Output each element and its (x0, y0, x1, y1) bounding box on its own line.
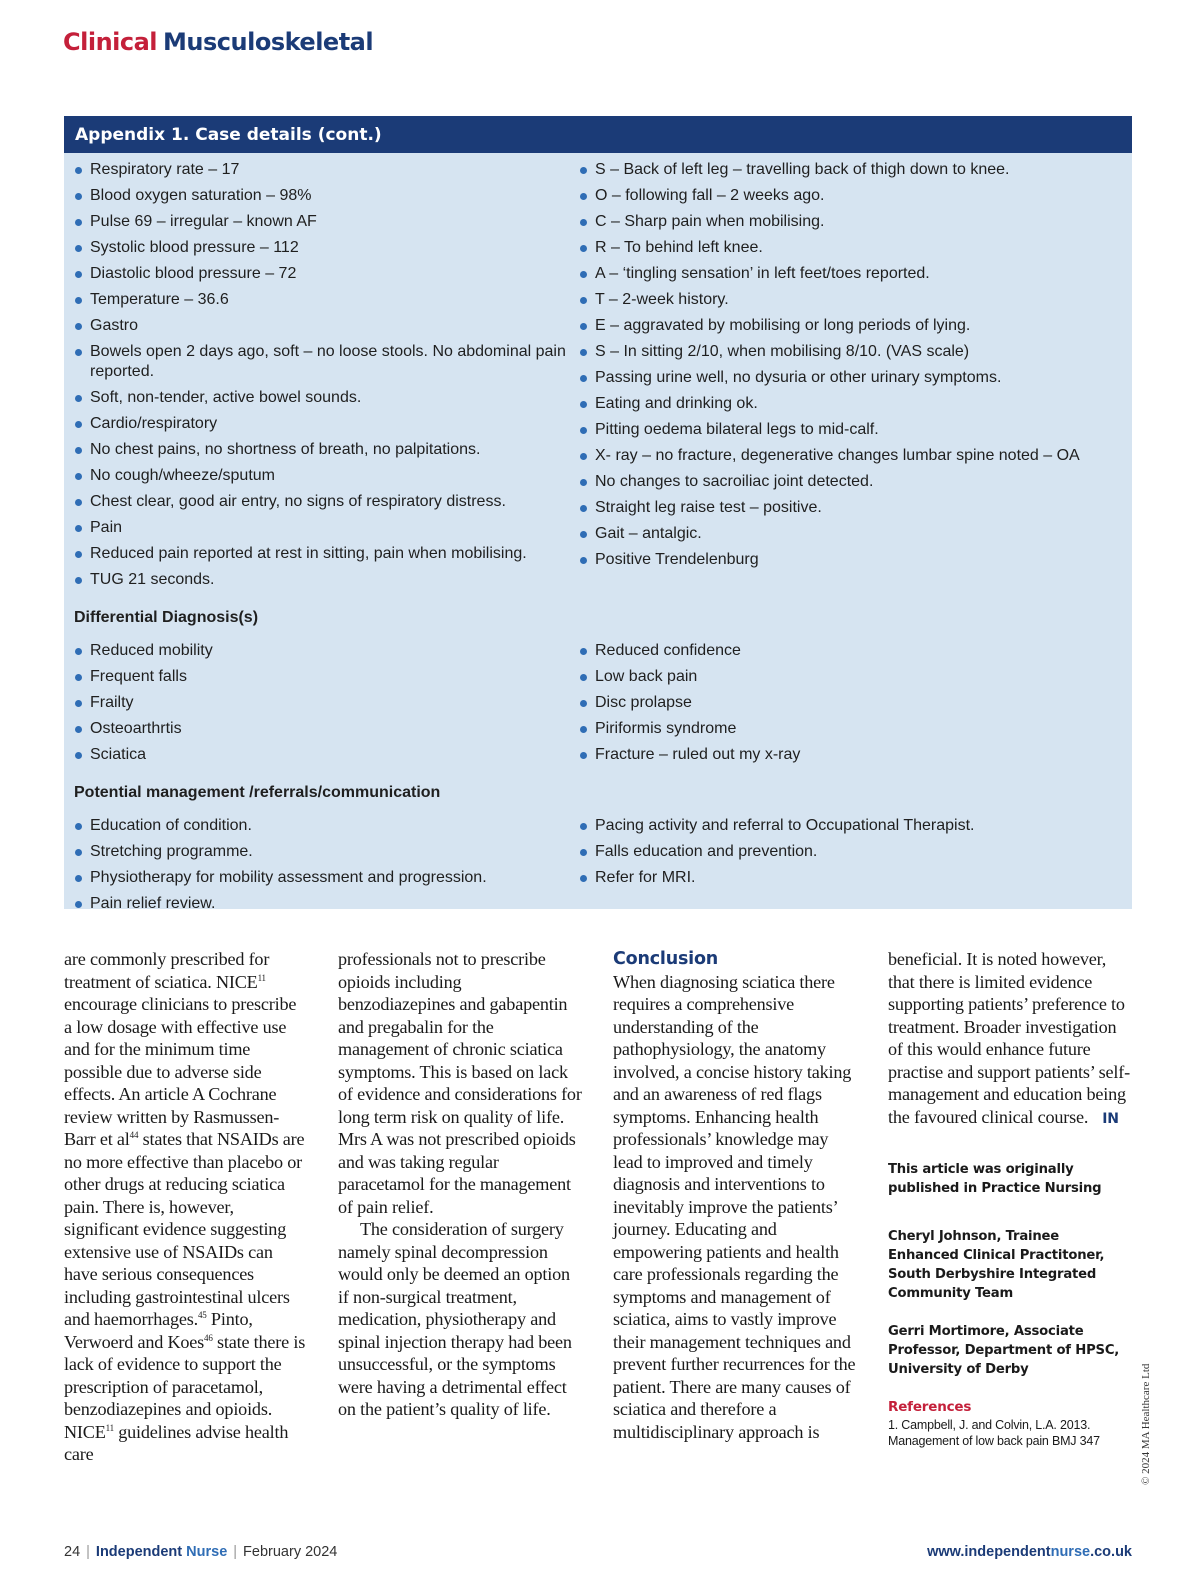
list-item: R – To behind left knee. (579, 238, 1084, 258)
list-item: Sciatica (74, 745, 579, 765)
list-item: Blood oxygen saturation – 98% (74, 186, 579, 206)
list-item: S – Back of left leg – travelling back of thigh down to knee. (579, 160, 1084, 180)
list-item: Gait – antalgic. (579, 524, 1084, 544)
list-item: S – In sitting 2/10, when mobilising 8/10. (VAS scale) (579, 342, 1084, 362)
differential-right-list (579, 641, 1084, 765)
list-item: Refer for MRI. (579, 868, 1084, 888)
paragraph: The consideration of surgery namely spinal decompression would only be deemed an option if non-surgical treatment, medication, physiotherapy and spinal injection therapy had been unsuccessful, or the symptoms were having a detrimental effect on the patient’s quality of life. (338, 1219, 572, 1419)
list-item: Positive Trendelenburg (579, 550, 1084, 570)
list-item: Disc prolapse (579, 693, 1084, 713)
author-2: Gerri Mortimore, Associate Professor, Department of HPSC, University of Derby (888, 1324, 1120, 1377)
list-item: Osteoarthrtis (74, 719, 579, 739)
list-item: Eating and drinking ok. (579, 394, 1084, 414)
list-item: Reduced mobility (74, 641, 579, 661)
footer-left: 24 | Independent Nurse | February 2024 (64, 1544, 338, 1560)
section-label: Clinical (63, 28, 158, 56)
publication-note: This article was originally published in Practice Nursing (888, 1162, 1102, 1196)
list-item: Reduced pain reported at rest in sitting, pain when mobilising. (74, 544, 579, 564)
list-item: T – 2-week history. (579, 290, 1084, 310)
appendix-title: Appendix 1. Case details (cont.) (64, 116, 1132, 153)
list-item: Chest clear, good air entry, no signs of respiratory distress. (74, 492, 579, 512)
list-item: Pain relief review. (74, 894, 579, 914)
management-right-list (579, 816, 1084, 888)
list-item: Stretching programme. (74, 842, 579, 862)
conclusion-heading: Conclusion (613, 949, 719, 969)
list-item: Piriformis syndrome (579, 719, 1084, 739)
list-item: Education of condition. (74, 816, 579, 836)
list-item: No chest pains, no shortness of breath, no palpitations. (74, 440, 579, 460)
list-item: X- ray – no fracture, degenerative changes lumbar spine noted – OA (579, 446, 1084, 466)
end-mark: IN (1102, 1110, 1119, 1127)
list-item: Falls education and prevention. (579, 842, 1084, 862)
article-body (64, 948, 1132, 1488)
references-text: 1. Campbell, J. and Colvin, L.A. 2013. Management of low back pain BMJ 347 (888, 1418, 1100, 1448)
list-item: Systolic blood pressure – 112 (74, 238, 579, 258)
case-details-columns (64, 153, 1132, 596)
differential-columns (64, 628, 1132, 771)
appendix-panel (64, 116, 1132, 912)
list-item: Reduced confidence (579, 641, 1084, 661)
website-url[interactable]: www.independentnurse.co.uk (927, 1544, 1132, 1560)
list-item: Passing urine well, no dysuria or other urinary symptoms. (579, 368, 1084, 388)
list-item: Pain (74, 518, 579, 538)
article-column-1 (64, 948, 308, 1466)
management-columns (64, 803, 1132, 920)
paragraph: are commonly prescribed for treatment of sciatica. NICE$^{11}$ encourage clinicians to prescribe a low dosage with effective use and for the minimum time possible due to adverse side effects. An article A Cochrane review written by Rasmussen-Barr et $al^{44}$ states that NSAIDs are no more effective than placebo or other drugs at reducing sciatica pain. There is, however, significant evidence suggesting extensive use of NSAIDs can have serious consequences including gastrointestinal ulcers and haemorrhages.$^{45}$ Pinto, Verwoerd and Koes$^{46}$ state there is lack of evidence to support the prescription of paracetamol, benzodiazepines and opioids. NICE$^{11}$ guidelines advise health care (64, 949, 306, 1464)
list-item: C – Sharp pain when mobilising. (579, 212, 1084, 232)
list-item: Bowels open 2 days ago, soft – no loose stools. No abdominal pain reported. (74, 342, 579, 382)
list-item: Fracture – ruled out my x-ray (579, 745, 1084, 765)
case-details-right-list (579, 160, 1084, 570)
article-column-4 (888, 948, 1132, 1449)
list-item: Cardio/respiratory (74, 414, 579, 434)
list-item: Gastro (74, 316, 579, 336)
management-left-list (74, 816, 579, 914)
differential-heading: Differential Diagnosis(s) (74, 609, 259, 626)
article-column-3 (613, 948, 857, 1443)
list-item: TUG 21 seconds. (74, 570, 579, 590)
paragraph: professionals not to prescribe opioids including benzodiazepines and gabapentin and pregabalin for the management of chronic sciatica symptoms. This is based on lack of evidence and considerations for long term risk on quality of life. Mrs A was not prescribed opioids and was taking regular paracetamol for the management of pain relief. (338, 949, 582, 1217)
article-column-2 (338, 948, 582, 1421)
references-heading: References (888, 1399, 972, 1415)
list-item: Pulse 69 – irregular – known AF (74, 212, 579, 232)
list-item: O – following fall – 2 weeks ago. (579, 186, 1084, 206)
management-heading: Potential management /referrals/communication (74, 784, 441, 801)
page-number: 24 (64, 1544, 81, 1560)
brand-name: Independent (95, 1544, 183, 1560)
subsection-label: Musculoskeletal (163, 28, 374, 56)
list-item: Frequent falls (74, 667, 579, 687)
list-item: Diastolic blood pressure – 72 (74, 264, 579, 284)
list-item: Pitting oedema bilateral legs to mid-calf. (579, 420, 1084, 440)
list-item: A – ‘tingling sensation’ in left feet/toes reported. (579, 264, 1084, 284)
paragraph: beneficial. It is noted however, that there is limited evidence supporting patients’ preference to treatment. Broader investigation of this would enhance future practise and support patients’ self-management and education being the favoured clinical course. IN (888, 949, 1130, 1127)
case-details-left-list (74, 160, 579, 590)
issue-date: February 2024 (243, 1544, 338, 1560)
list-item: Temperature – 36.6 (74, 290, 579, 310)
list-item: Frailty (74, 693, 579, 713)
paragraph: When diagnosing sciatica there requires a comprehensive understanding of the pathophysiology, the anatomy involved, a concise history taking and an awareness of red flags symptoms. Enhancing health professionals’ knowledge may lead to improved and timely diagnosis and interventions to inevitably improve the patients’ journey. Educating and empowering patients and health care professionals regarding the symptoms and management of sciatica, aims to vastly improve their management techniques and prevent further recurrences for the patient. There are many causes of sciatica and therefore a multidisciplinary approach is (613, 971, 856, 1442)
list-item: No changes to sacroiliac joint detected. (579, 472, 1084, 492)
page-header (63, 28, 373, 56)
list-item: Soft, non-tender, active bowel sounds. (74, 388, 579, 408)
list-item: E – aggravated by mobilising or long periods of lying. (579, 316, 1084, 336)
list-item: Low back pain (579, 667, 1084, 687)
list-item: Physiotherapy for mobility assessment and progression. (74, 868, 579, 888)
copyright-notice: © 2024 MA Healthcare Ltd (1140, 1363, 1152, 1485)
list-item: Respiratory rate – 17 (74, 160, 579, 180)
differential-left-list (74, 641, 579, 765)
list-item: No cough/wheeze/sputum (74, 466, 579, 486)
author-1: Cheryl Johnson, Trainee Enhanced Clinical Practitoner, South Derbyshire Integrated Community Team (888, 1229, 1105, 1301)
list-item: Straight leg raise test – positive. (579, 498, 1084, 518)
list-item: Pacing activity and referral to Occupational Therapist. (579, 816, 1084, 836)
